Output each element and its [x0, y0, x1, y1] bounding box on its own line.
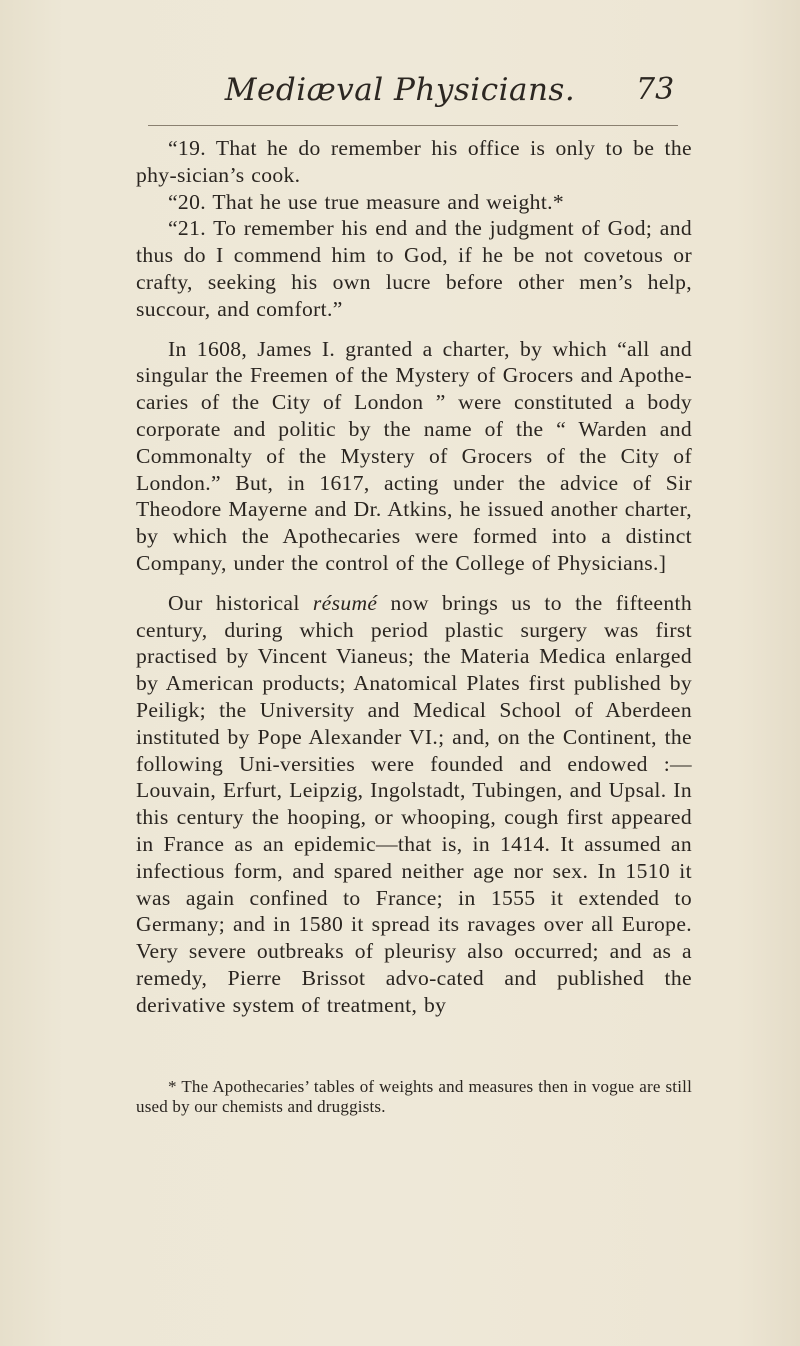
paragraph-text-start: Our historical: [168, 590, 313, 615]
italic-resume: résumé: [312, 590, 378, 615]
running-title: Mediæval Physicians.: [224, 72, 576, 108]
paragraph-item-20: “20. That he use true measure and weight.*: [168, 189, 565, 214]
footnote: [136, 1077, 692, 1117]
paragraph-item-19: “19. That he do remember his office is only to be the phy-sician’s cook.: [136, 136, 692, 187]
footnote-text: * The Apothecaries’ tables of weights and measures then in vogue are still used by our chemists and druggists.: [136, 1077, 692, 1116]
body-text: [136, 135, 692, 1019]
header-rule: [148, 125, 678, 126]
page-number: 73: [636, 72, 675, 107]
paragraph-item-21: “21. To remember his end and the judgment of God; and thus do I commend him to God, if he be not covetous or crafty, seeking his own lucre before other men’s help, succour, and comfort.”: [136, 216, 692, 321]
paragraph-fifteenth-century: [136, 590, 692, 1019]
page-header: [0, 72, 800, 118]
paragraph-text-rest: now brings us to the fifteenth century, during which period plastic surgery was first practised by Vincent Vianeus; the Materia Medica enlarged by American products; Anatomical Plates first published by Peiligk; the University and Medical School of Aberdeen instituted by Pope Alexander VI.; and, on the Continent, the following Uni-versities were founded and endowed :—Louvain, Erfurt, Leipzig, Ingolstadt, Tubingen, and Upsal. In this century the hooping, or whooping, cough first appeared in France as an epidemic—that is, in 1414. It assumed an infectious form, and spared neither age nor sex. In 1510 it was again confined to France; in 1555 it extended to Germany; and in 1580 it spread its ravages over all Europe. Very severe outbreaks of pleurisy also occurred; and as a remedy, Pierre Brissot advo-cated and published the derivative system of treatment, by: [136, 590, 692, 1017]
paragraph-charter: In 1608, James I. granted a charter, by which “all and singular the Freemen of the Mystery of Grocers and Apothe-caries of the City of London ” were constituted a body corporate and politic by the name of the “ Warden and Commonalty of the Mystery of Grocers of the City of London.” But, in 1617, acting under the advice of Sir Theodore Mayerne and Dr. Atkins, he issued another charter, by which the Apothecaries were formed into a distinct Company, under the control of the College of Physicians.]: [136, 336, 692, 575]
